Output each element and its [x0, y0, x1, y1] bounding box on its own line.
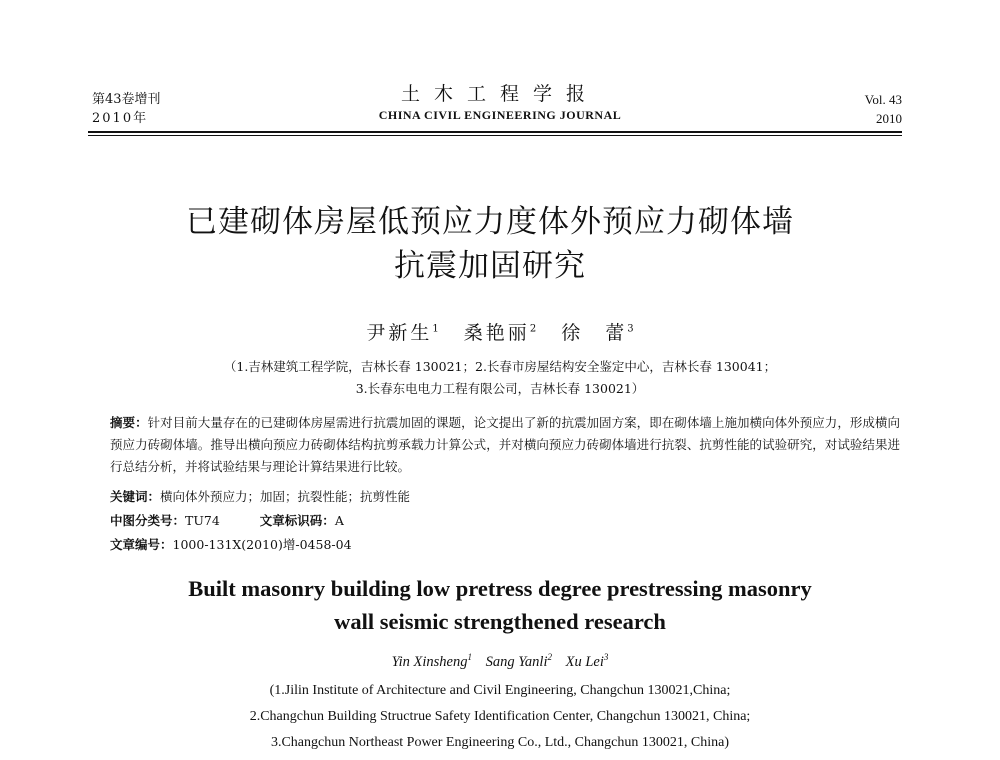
abstract-cn [110, 412, 900, 478]
paper-title-en-line2: wall seismic strengthened research [334, 609, 666, 634]
paper-title-en-line1: Built masonry building low pretress degree prestressing masonry [188, 576, 812, 601]
journal-name-en: CHINA CIVIL ENGINEERING JOURNAL [378, 108, 622, 122]
doc-code-value: A [334, 513, 344, 528]
article-no-label: 文章编号： [110, 537, 173, 552]
author-cn-3-sup: 3 [627, 323, 634, 335]
keywords-cn [110, 486, 410, 508]
header-volume-info [865, 90, 902, 128]
header-volume-en: Vol. 43 [864, 92, 902, 107]
affiliation-en-line1: (1.Jilin Institute of Architecture and Civil Engineering, Changchun 130021,China; [269, 683, 731, 698]
classification-line [110, 510, 344, 532]
affiliation-cn-line1: （1.吉林建筑工程学院，吉林长春 130021；2.长春市房屋结构安全鉴定中心，吉林长春 130041； [223, 359, 777, 374]
header-rule-thin [88, 135, 902, 136]
author-cn-2: 桑艳丽 [463, 322, 530, 344]
doc-code-label: 文章标识码： [259, 513, 335, 528]
authors-en [0, 652, 1000, 671]
affiliation-en-line2: 2.Changchun Building Structrue Safety Identification Center, Changchun 130021, China; [249, 709, 751, 724]
author-cn-2-sup: 2 [529, 323, 537, 335]
header-issue-info [92, 90, 161, 128]
journal-name-cn: 土木工程学报 [400, 83, 599, 105]
article-no-value: 1000-131X(2010)增-0458-04 [172, 537, 352, 552]
author-cn-1: 尹新生 [366, 322, 433, 344]
affiliations-en [100, 678, 900, 756]
author-en-3: Xu Lei [565, 653, 604, 670]
keywords-text: 横向体外预应力；加固；抗裂性能；抗剪性能 [160, 489, 411, 504]
header-journal [350, 82, 650, 124]
author-en-1: Yin Xinsheng [391, 653, 468, 670]
paper-title-cn-line2: 抗震加固研究 [394, 248, 586, 284]
keywords-label: 关键词： [110, 489, 161, 504]
affiliation-en-line3: 3.Changchun Northeast Power Engineering Co., Ltd., Changchun 130021, China) [270, 735, 730, 750]
paper-title-cn-line1: 已建砌体房屋低预应力度体外预应力砌体墙 [186, 204, 794, 240]
author-en-2-sup: 2 [547, 652, 552, 662]
author-en-3-sup: 3 [603, 652, 609, 662]
abstract-label: 摘要： [110, 415, 148, 430]
affiliation-cn-line2: 3.长春东电电力工程有限公司，吉林长春 130021） [355, 381, 645, 396]
paper-title-en [100, 572, 900, 638]
header-year-cn: 2010年 [92, 111, 149, 126]
affiliations-cn [100, 356, 900, 400]
author-en-2: Sang Yanli [485, 653, 548, 670]
author-cn-1-sup: 1 [432, 323, 439, 335]
authors-cn [0, 318, 1000, 345]
author-cn-3: 徐 蕾 [561, 322, 628, 344]
article-number-line [110, 534, 352, 556]
author-en-1-sup: 1 [467, 652, 472, 662]
clc-label: 中图分类号： [110, 513, 186, 528]
paper-title-cn [90, 200, 890, 288]
header-year-en: 2010 [876, 111, 902, 126]
abstract-text: 针对目前大量存在的已建砌体房屋需进行抗震加固的课题，论文提出了新的抗震加固方案，即在砌体墙上施加横向体外预应力，形成横向预应力砖砌体墙。推导出横向预应力砖砌体结构抗剪承载力计算公式，并对横向预应力砖砌体墙进行抗裂、抗剪性能的试验研究，对试验结果进行总结分析，并将试验结果与理论计算结果进行比较。 [110, 415, 900, 474]
header-rule-thick [88, 131, 902, 133]
header-volume-cn: 第43卷增刊 [92, 92, 161, 107]
clc-value: TU74 [185, 513, 220, 528]
